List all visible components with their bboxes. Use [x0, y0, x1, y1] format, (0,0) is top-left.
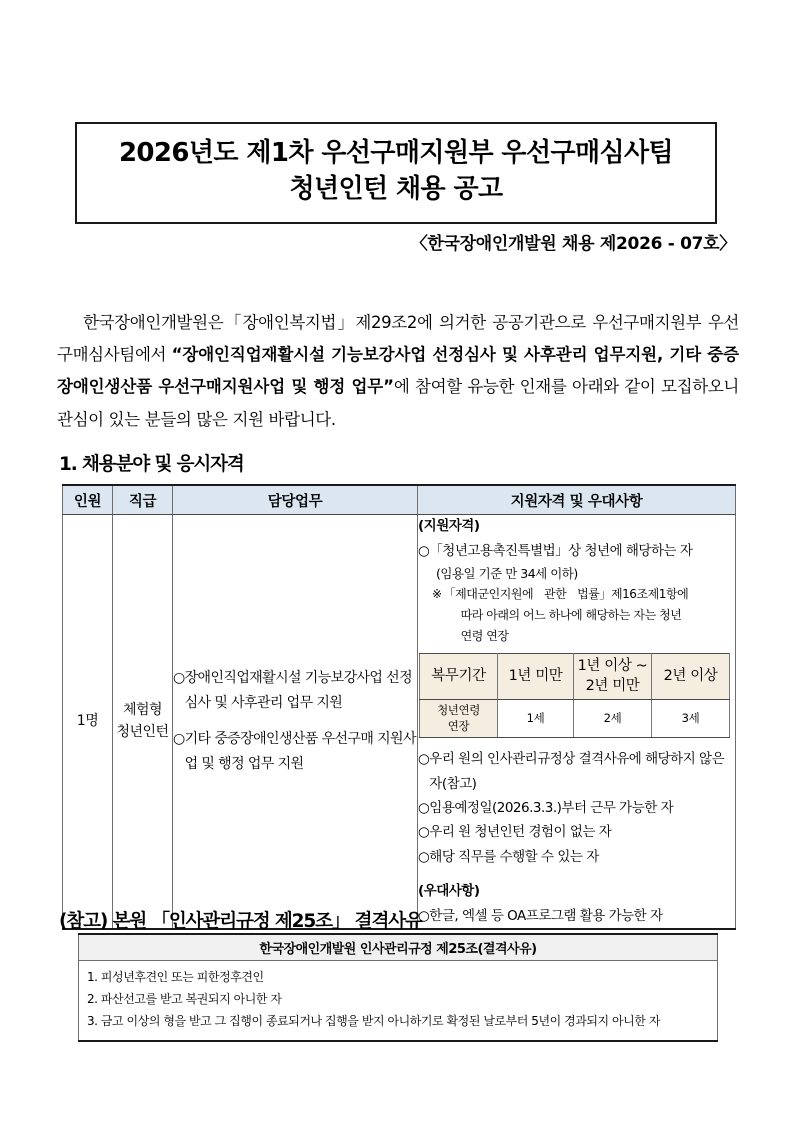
duty-list-item — [173, 666, 417, 715]
military-table-header-row — [420, 654, 730, 700]
military-row-label-line-2: 연장 — [447, 718, 470, 733]
military-column-header-1y-to-2y — [574, 654, 652, 700]
qualification-primary-item — [418, 539, 735, 563]
duty-text: 장애인직업재활시설 기능보강사업 선정심사 및 사후관리 업무 지원 — [184, 670, 413, 711]
military-row-label-line-1: 청년연령 — [437, 703, 480, 718]
disqualification-reference-table — [78, 933, 718, 1042]
qualification-item-text: 우리 원의 인사관리규정상 결격사유에 해당하지 않은 자(참고) — [429, 751, 725, 792]
qualification-list-item — [418, 747, 735, 796]
page-title-line-1: 2026년도 제1차 우선구매지원부 우선구매심사팀 — [118, 138, 674, 168]
cell-grade-line-2: 청년인턴 — [116, 724, 169, 741]
reference-table-body-cell — [79, 961, 718, 1041]
bullet-circle-icon: ○ — [418, 751, 430, 768]
disqualification-item: 2. 파산선고를 받고 복권되지 아니한 자 — [87, 992, 282, 1007]
bullet-circle-icon: ○ — [418, 542, 430, 559]
reference-table-header-row — [79, 934, 718, 961]
reference-table-row — [79, 961, 718, 1041]
section-heading-disqualification: (참고) 본원 「인사관리규정 제25조」 결격사유 — [59, 911, 422, 932]
military-value-over-2y: 3세 — [652, 700, 730, 738]
bullet-circle-icon: ○ — [418, 824, 430, 841]
legal-note-line-1-c: 법률」제16조제1항에 — [577, 587, 689, 602]
table-header-row — [63, 485, 736, 515]
duty-text: 기타 중증장애인생산품 우선구매 지원사업 및 행정 업무 지원 — [184, 731, 416, 772]
qualification-legal-note-text — [444, 584, 735, 646]
military-row-label — [420, 700, 498, 738]
bullet-circle-icon: ○ — [173, 731, 185, 748]
qualification-primary-text: 「청년고용촉진특별법」상 청년에 해당하는 자 — [429, 542, 693, 559]
preference-heading: (우대사항) — [418, 882, 480, 899]
reference-table-title: 한국장애인개발원 인사관리규정 제25조(결격사유) — [79, 934, 718, 961]
section-heading-recruitment: 1. 채용분야 및 응시자격 — [59, 454, 244, 475]
column-header-grade: 직급 — [113, 485, 173, 515]
legal-note-spacer-1 — [533, 587, 544, 601]
table-row — [63, 515, 736, 929]
reference-mark-icon: ※ — [432, 587, 442, 602]
qualification-list-item — [418, 820, 735, 844]
announcement-title-box — [75, 122, 717, 224]
military-column-header-over-2y: 2년 이상 — [652, 654, 730, 700]
qualification-item-text: 해당 직무를 수행할 수 있는 자 — [429, 848, 599, 865]
legal-note-line-1-a: 「제대군인지원에 — [443, 587, 534, 602]
cell-grade — [113, 515, 173, 929]
preference-list-item — [418, 904, 735, 928]
disqualification-item: 1. 피성년후견인 또는 피한정후견인 — [87, 970, 264, 984]
military-header-1y-to-2y-line-2: 2년 미만 — [585, 677, 640, 694]
duty-list-item — [173, 727, 417, 776]
qualification-heading: (지원자격) — [418, 518, 480, 534]
qualification-item-text: 임용예정일(2026.3.3.)부터 근무 가능한 자 — [429, 800, 674, 817]
recruitment-table — [62, 484, 736, 930]
cell-headcount: 1명 — [63, 515, 113, 929]
cell-duties — [173, 515, 418, 929]
page-title-line-2: 청년인턴 채용 공고 — [289, 173, 503, 204]
qualification-list-item — [418, 845, 735, 869]
column-header-count: 인원 — [63, 485, 113, 515]
preference-item-text: 한글, 엑셀 등 OA프로그램 활용 가능한 자 — [429, 907, 663, 924]
bullet-circle-icon: ○ — [418, 800, 430, 817]
bullet-circle-icon: ○ — [418, 907, 430, 924]
intro-text-part-1: 한국장애인개발원은「장애인복지법」제29조2에 의거한 공공기관으로 우선구매지원부 우선구매심사팀에서 — [57, 313, 739, 365]
document-number: 〈한국장애인개발원 채용 제2026 - 07호〉 — [410, 234, 736, 254]
qualification-primary-subtext: (임용일 기준 만 34세 이하) — [436, 565, 578, 581]
qualification-list-item — [418, 796, 735, 820]
legal-note-line-3: 연령 연장 — [460, 628, 509, 643]
legal-note-spacer-2 — [566, 587, 577, 601]
column-header-qualification: 지원자격 및 우대사항 — [418, 485, 736, 515]
qualification-legal-note — [418, 584, 735, 646]
military-header-1y-to-2y-line-1: 1년 이상 ~ — [577, 658, 648, 675]
intro-paragraph — [57, 307, 739, 436]
disqualification-item: 3. 금고 이상의 형을 받고 그 집행이 종료되거나 집행을 받지 아니하기로 확정된 날로부터 5년이 경과되지 아니한 자 — [87, 1014, 660, 1029]
military-service-extension-table — [419, 653, 730, 738]
legal-note-line-2: 따라 아래의 어느 하나에 해당하는 자는 청년 — [460, 608, 682, 623]
military-table-row — [420, 700, 730, 738]
military-value-1y-to-2y: 2세 — [574, 700, 652, 738]
military-column-header-period: 복무기간 — [420, 654, 498, 700]
legal-note-line-1-b: 관한 — [544, 587, 567, 602]
bullet-circle-icon: ○ — [173, 670, 185, 687]
column-header-duty: 담당업무 — [173, 485, 418, 515]
intro-text-emphasis: “장애인직업재활시설 기능보강사업 선정심사 및 사후관리 업무지원, 기타 중증장애인생산품 우선구매지원사업 및 행정 업무” — [57, 345, 739, 397]
qualification-item-text: 우리 원 청년인턴 경험이 없는 자 — [429, 824, 612, 841]
cell-qualifications — [418, 515, 736, 929]
cell-grade-line-1: 체험형 — [122, 702, 163, 719]
military-column-header-under-1y: 1년 미만 — [498, 654, 574, 700]
intro-text-part-2: 에 참여할 유능한 인재를 아래와 같이 모집하오니 관심이 있는 분들의 많은 지원 바랍니다. — [57, 377, 740, 429]
bullet-circle-icon: ○ — [418, 848, 430, 865]
military-value-under-1y: 1세 — [498, 700, 574, 738]
